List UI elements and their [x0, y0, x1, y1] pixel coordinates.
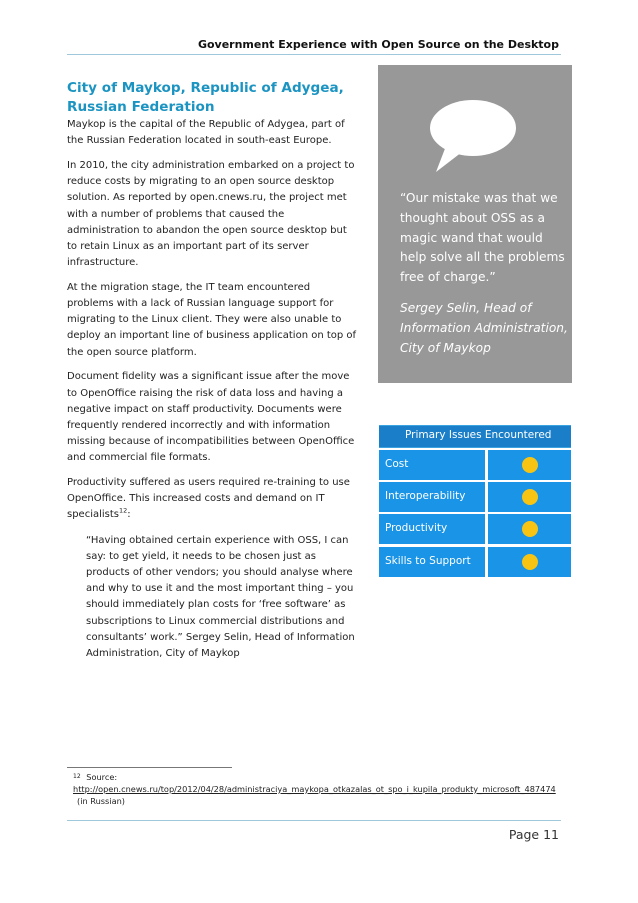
footnote-suffix: (in Russian) — [77, 796, 125, 806]
header-title: Government Experience with Open Source on the Desktop — [197, 38, 559, 51]
paragraph-fidelity: Document fidelity was a significant issue after the move to OpenOffice raising the risk of data loss and having a negative impact on staff productivity. Documents were frequently rendered incorrectly and with information missing because of incompatibilities between OpenOffice and commercial file formats. — [67, 371, 355, 464]
issue-row-skills — [379, 547, 571, 577]
issue-label: Productivity — [385, 522, 448, 534]
body-column — [67, 117, 357, 662]
footnote — [73, 771, 573, 807]
issue-indicator-dot — [522, 554, 538, 570]
paragraph-migration: At the migration stage, the IT team encountered problems with a lack of Russian language support for migrating to the Linux client. They were also unable to deploy an important line of business application on top of the open source platform. — [67, 281, 357, 358]
footnote-source-link[interactable]: http://open.cnews.ru/top/2012/04/28/administraciya_maykopa_otkazalas_ot_spo_i_kupila_produkty_microsoft_487474 — [73, 784, 556, 794]
pull-quote-attribution: Sergey Selin, Head of Information Administration, City of Maykop — [400, 301, 568, 355]
footnote-separator — [67, 767, 232, 768]
issue-indicator-dot — [522, 521, 538, 537]
issues-table-header — [379, 425, 571, 448]
footnote-number: 12 — [73, 773, 81, 780]
block-quote: “Having obtained certain experience with OSS, I can say: to get yield, it needs to be chosen just as products of other vendors; you should analyse where and why to use it and the most important thing – you should immediately plan costs for ‘free software’ as subscriptions to Linux commercial distributions and consultants’ work.” Sergey Selin, Head of Information Administration, City of Maykop — [86, 534, 355, 660]
productivity-colon: : — [127, 509, 131, 521]
issue-label: Interoperability — [385, 490, 466, 502]
paragraph-productivity — [67, 475, 357, 524]
issue-label: Skills to Support — [385, 555, 471, 567]
productivity-text: Productivity suffered as users required re-training to use OpenOffice. This increased costs and demand on IT specialists — [67, 477, 350, 521]
issue-row-cost — [379, 450, 571, 480]
issue-row-productivity — [379, 514, 571, 544]
paragraph-project: In 2010, the city administration embarked on a project to reduce costs by migrating to an open source desktop solution. As reported by open.cnews.ru, the project met with a number of problems that caused the administration to abandon the open source desktop but to retain Linux as an important part of its server infrastructure. — [67, 159, 355, 269]
pull-quote-text: “Our mistake was that we thought about OSS as a magic wand that would help solve all the problems free of charge.” — [400, 191, 565, 285]
footnote-ref[interactable]: 12 — [119, 507, 128, 516]
footnote-prefix: Source: — [83, 772, 118, 782]
page-number: Page 11 — [508, 827, 559, 842]
issue-indicator-dot — [522, 457, 538, 473]
section-title: City of Maykop, Republic of Adygea, Russian Federation — [67, 80, 344, 115]
header-rule — [67, 54, 561, 55]
paragraph-intro: Maykop is the capital of the Republic of Adygea, part of the Russian Federation located in south-east Europe. — [67, 119, 345, 147]
issue-row-interoperability — [379, 482, 571, 512]
speech-bubble-icon — [426, 98, 518, 174]
issue-indicator-dot — [522, 489, 538, 505]
footer-rule — [67, 820, 561, 821]
issue-label: Cost — [385, 458, 409, 470]
issues-table-title: Primary Issues Encountered — [405, 429, 552, 441]
